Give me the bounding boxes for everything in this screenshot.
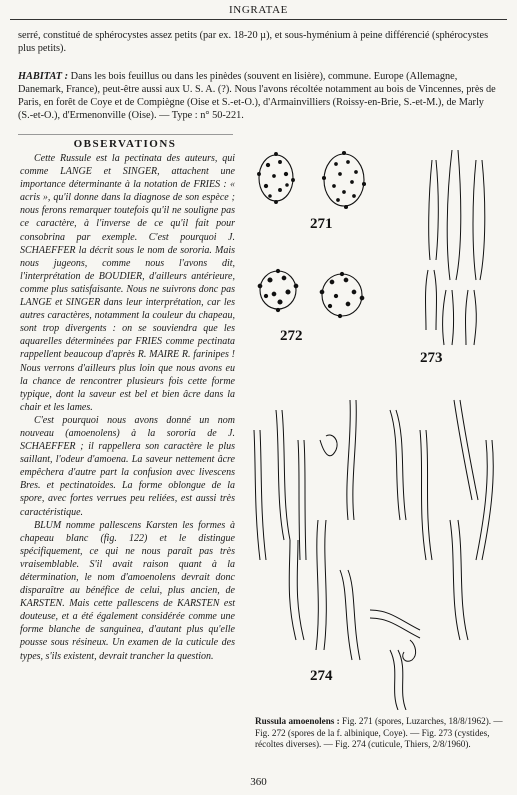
observations-rule [18,134,233,135]
observation-paragraph: C'est pourquoi nous avons donné un nom nouveau (amoenolens) à la sororia de J. SCHAEFFER ; il rappellera son caractère le plus saillant, l'odeur d'amoena. La saveur nettement âcre empêchera d'autre part la confusion avec livescens Bres. et pectinatoides. La forme oblongue de la spore, avec fortes verrues peu reliées, est aussi très caractéristique. [20,414,235,518]
figure-caption [255,716,505,751]
running-title: INGRATAE [229,4,288,16]
habitat-label: HABITAT : [18,71,69,82]
spore-drawing-271a [258,153,295,204]
observations-column [20,152,235,663]
caption-species: Russula amoenolens : [255,716,340,726]
figure-label-272: 272 [280,328,303,344]
observations-title: OBSERVATIONS [73,138,177,150]
cystidia-drawing-273 [426,150,485,345]
spore-drawing-272a [258,269,298,311]
figure-label-271: 271 [310,216,333,232]
spore-drawing-272b [320,272,364,317]
figures-plate [240,140,510,710]
figure-label-273: 273 [420,350,443,366]
description-continuation: serré, constitué de sphérocystes assez petits (par ex. 18-20 µ), et sous-hyménium à peine différencié (sphérocystes plus petits). [18,30,489,54]
observation-paragraph: Cette Russule est la pectinata des auteurs, qui comme LANGE et SINGER, attachent une importance déterminante à la notation de FRIES : « acris », qu'il donne dans la diagnose de son espèce ; nous ferons remarquer toutefois qu'il ne souligne pas ce caractère, à l'inverse de ce qu'il fait pour consobrina par exemple. C'est pourquoi J. SCHAEFFER la décrit sous le nom de sororia. Mais nous jugeons, comme nous l'avons dit, l'interprétation de BOUDIER, d'ailleurs antérieure, comme plus satisfaisante. Nous ne suivrons donc pas LANGE et SINGER dans leur interprétation, car les autres caractères, notamment la couleur du chapeau, sont trop divergents : on se souviendra que les aquarelles déterminées par FRIES comme pectinata rappellent beaucoup d'après R. MAIRE R. farinipes ! Nous verrons d'ailleurs plus loin que nous avons eu la chance de rencontrer plusieurs fois cette forme typique, dont la saveur est bel et bien âcre dans la chair et les lames. [20,153,235,413]
figure-label-274: 274 [310,668,333,684]
spore-drawing-271b [323,152,366,209]
habitat-text: Dans les bois feuillus ou dans les pinèdes (souvent en lisière), commune. Europe (Allemagne, Danemark, France), peut-être aussi aux U. S. A. (?). Nous l'avons récoltée notamment au bois de Vincennes, près de Paris, en forêt de Coye et de Compiègne (Oise et S.-et-O.), d'Armainvilliers (Roissy-en-Brie, S.-et-M.), de Marly (S.-et-O.), d'Ermenonville (Oise). — Type : n° 50-221. [18,71,496,121]
header-rule [10,19,507,20]
cuticle-drawing-274 [254,400,493,710]
page-number: 360 [250,776,267,788]
observation-paragraph: BLUM nomme pallescens Karsten les formes à chapeau blanc (fig. 122) et le distingue spécifiquement, ce qui ne nous paraît pas très vraisemblable. S'il avait raison quant à la détermination, le nom d'amoenolens devrait donc disparaître au bénéfice de celui, plus ancien, de KARSTEN. Mais cette pallescens de KARSTEN est douteuse, et a été également considérée comme une forme blanche de sanguinea, d'autant plus qu'elle pousse sous résineux. Un examen de la cuticule des types, s'ils existent, devrait trancher la question. [20,519,235,662]
page-header [0,0,517,20]
caption-text: Fig. 271 (spores, Luzarches, 18/8/1962). — Fig. 272 (spores de la f. albinique, Coye). — Fig. 273 (cystides, récoltes diverses). — Fig. 274 (cuticule, Thiers, 2/8/1960). [255,716,503,749]
habitat-paragraph [18,70,498,122]
